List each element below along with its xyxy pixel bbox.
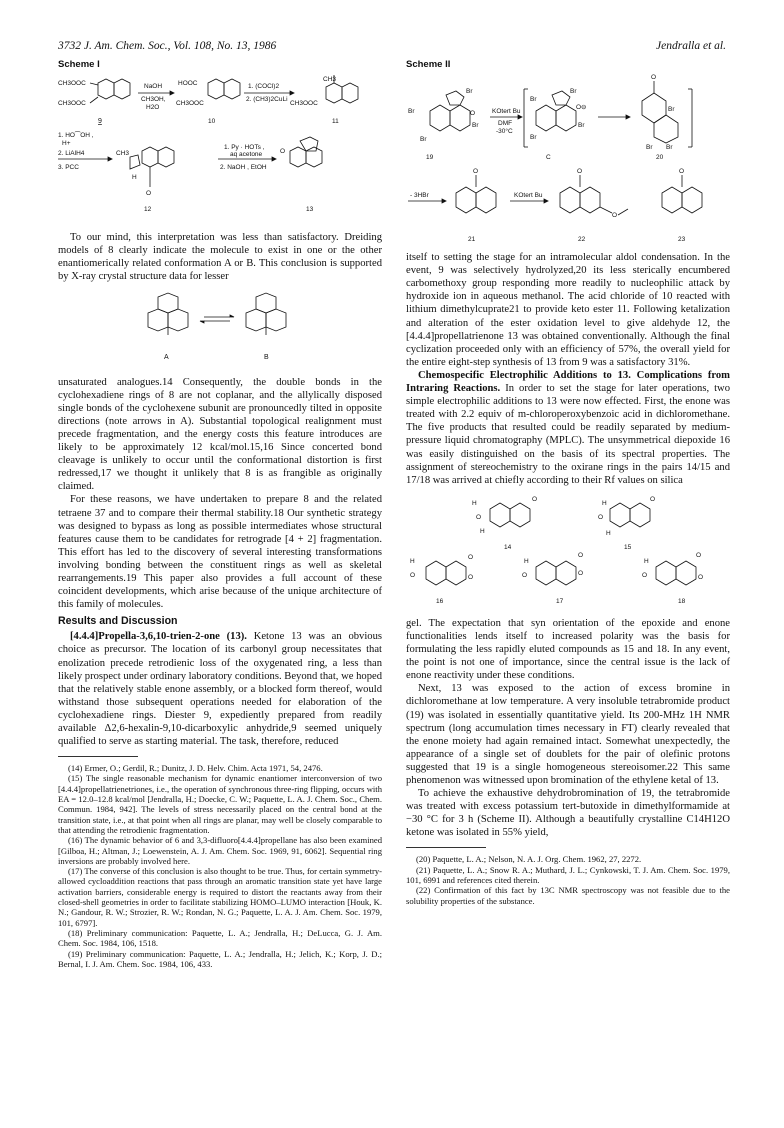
svg-text:- 3HBr: - 3HBr <box>410 192 429 200</box>
compound-13-structure <box>280 137 322 167</box>
svg-text:H2O: H2O <box>146 104 160 112</box>
paragraph: itself to setting the stage for an intramolecular aldol condensation. In the event, 9 was selectively hydrolyzed,20 its less sterically encumbered carbomethoxy group responding more readily to nucleophilic attack by hydroxide ion in aqueous methanol. The acid chloride of 10 reacted with lithium dimethylcuprate21 to provide keto ester 11. Following ketalization and alteration of the ester oxidation level to give aldehyde 12, the [4.4.4]propellatrienone 13 was obtained conventionally. Although the final cyclization proceeded only with an efficiency of 57%, the overall yield for the entire eight-step synthesis of 13 from 9 was a satisfactory 31%. <box>406 252 730 368</box>
svg-text:Br: Br <box>530 134 537 142</box>
svg-text:NaOH: NaOH <box>144 83 163 91</box>
svg-text:H: H <box>472 499 477 507</box>
svg-text:H: H <box>602 499 607 507</box>
compound-number: 19 <box>426 154 434 162</box>
svg-text:Br: Br <box>408 108 415 116</box>
svg-text:O⊖: O⊖ <box>576 104 587 112</box>
compound-number: 23 <box>678 236 686 244</box>
scheme-1-label: Scheme I <box>58 59 100 70</box>
footnote: (14) Ermer, O.; Gerdil, R.; Dunitz, J. D. Helv. Chim. Acta 1971, 54, 2476. <box>68 763 323 774</box>
compound-number: 15 <box>624 543 632 551</box>
svg-text:KOtert Bu: KOtert Bu <box>492 108 521 116</box>
svg-text:O: O <box>577 168 583 176</box>
scheme-2-label: Scheme II <box>406 59 451 70</box>
svg-text:O: O <box>679 168 685 176</box>
compound-number: 17 <box>556 597 564 605</box>
svg-text:O: O <box>470 110 476 118</box>
svg-text:2. NaOH , EtOH: 2. NaOH , EtOH <box>220 164 267 172</box>
svg-text:Br: Br <box>666 144 673 152</box>
svg-text:O: O <box>642 571 648 579</box>
footnote: (20) Paquette, L. A.; Nelson, N. A. J. Org. Chem. 1962, 27, 2272. <box>416 854 642 865</box>
scheme-2 <box>406 71 730 251</box>
compound-number: 14 <box>504 543 512 551</box>
paragraph: gel. The expectation that syn orientation of the epoxide and enone functionalities lends itself to increased polarity was the basis for formulating the less rapidly eluted compounds as 15 and 18. In any event, the point is not one of importance, since the central issue is the lack of enone reactivity under these conditions. <box>406 617 730 682</box>
paragraph: unsaturated analogues.14 Consequently, the double bonds in the cyclohexadiene rings of 8 are not coplanar, and the allylically disposed single bonds of the cyclohexene subunit are pronouncedly tilted in opposite directions (note arrows in A). Substantial topological realignment must precede fragmentation, and the energy costs this feature introduces are likely to be approximately 12 kcal/mol.15,16 Since concerted bond cleavage is unlikely to occur until the conformational distortion is first redressed,17 we thought it unlikely that 8 is as frangible as originally claimed. <box>58 376 382 493</box>
svg-text:B: B <box>264 354 269 362</box>
footnote: (21) Paquette, L. A.; Snow R. A.; Muthard, J. L.; Cynkowski, T. J. Am. Chem. Soc. 1979, 101, 6991 and references cited therein. <box>406 864 730 886</box>
compound-12-structure <box>116 147 174 197</box>
svg-text:H: H <box>524 557 529 565</box>
svg-text:HOOC: HOOC <box>178 80 198 88</box>
compound-21-structure <box>456 168 496 213</box>
compound-number: 9 <box>98 118 102 126</box>
footnote: (16) The dynamic behavior of 6 and 3,3-difluoro[4.4.4]propellane has also been examined [Gilboa, H.; Altman, J.; Loewenstein, A. J. Am. Chem. Soc. 1969, 91, 6062]. Sequential ring inversions are probably involved here. <box>58 835 382 866</box>
svg-text:H: H <box>132 174 137 182</box>
svg-text:CH3OOC: CH3OOC <box>58 80 86 88</box>
compound-15-structure <box>598 496 655 537</box>
paragraph: To our mind, this interpretation was less than satisfactory. Dreiding models of 8 clearly indicate the molecule to exist in one or the other enantiomerically related conformation A or B. This conclusion is supported by X-ray crystal structure data for lesser <box>58 232 382 283</box>
epoxide-figure <box>406 491 730 613</box>
paragraph: To achieve the exhaustive dehydrobromination of 19, the tetrabromide was treated with excess potassium tert-butoxide in dimethylformamide at −30 °C for 3 h (Scheme II). Although a beautifully crystalline C14H12O ketone was isolated in 55% yield, <box>406 788 730 839</box>
svg-text:3. PCC: 3. PCC <box>58 164 79 172</box>
svg-text:1. Py · HOTs ,: 1. Py · HOTs , <box>224 144 265 152</box>
svg-text:O: O <box>651 74 657 82</box>
svg-text:O: O <box>612 212 618 220</box>
svg-text:H: H <box>480 527 485 535</box>
svg-text:O: O <box>578 569 584 577</box>
svg-text:1. (COCl)2: 1. (COCl)2 <box>248 83 280 91</box>
paragraph: In order to set the stage for later operations, two simple electrophilic additions to 13 were now effected. First, the enone was treated with 2.2 equiv of m-chloroperoxybenzoic acid in dichloromethane. The five products that resulted could be readily separated by medium-pressure liquid chromatography (MPLC). The unsymmetrical diepoxide 16 was easily distinguished on the basis of its spectral properties. The assignment of stereochemistry to the oxirane rings in the pairs 14/15 and 17/18 was arrived at chiefly according to their Rf values on silica <box>406 383 730 486</box>
svg-text:2. LiAlH4: 2. LiAlH4 <box>58 150 85 158</box>
compound-number: 21 <box>468 236 476 244</box>
svg-text:O: O <box>468 553 474 561</box>
svg-text:Br: Br <box>668 106 675 114</box>
svg-text:Br: Br <box>646 144 653 152</box>
svg-text:O: O <box>650 495 656 503</box>
svg-text:O: O <box>476 513 482 521</box>
left-column <box>58 58 382 969</box>
svg-text:O: O <box>532 495 538 503</box>
running-header: 3732 J. Am. Chem. Soc., Vol. 108, No. 13, 1986 <box>58 40 277 52</box>
svg-text:Br: Br <box>570 88 577 96</box>
svg-text:CH3OH,: CH3OH, <box>141 96 166 104</box>
svg-text:O: O <box>522 571 528 579</box>
compound-11-structure <box>290 75 358 107</box>
conformer-a-structure <box>148 293 188 335</box>
svg-text:DMF: DMF <box>498 120 513 128</box>
footnote: (18) Preliminary communication: Paquette, L. A.; Jendralla, H.; DeLucca, G. J. Am. Chem. Soc. 1984, 106, 1518. <box>58 927 382 949</box>
svg-text:H: H <box>410 557 415 565</box>
compound-number: 11 <box>332 118 339 126</box>
footnote: (17) The converse of this conclusion is also thought to be true. Thus, for certain symmetry-allowed cycloaddition reactions that pass through an aromatic transition state yet have large activation barriers, considerable energy is required to distort the reactants away from their closed-shell geometries in order to facilitate stabilizing HOMO–LUMO interaction [Houk, K. N.; Gandour, R. W.; Strozier, R. W.; Rondan, N. G.; Paquette, L. A. J. Am. Chem. Soc. 1979, 101, 6797]. <box>58 866 382 928</box>
compound-number: 22 <box>578 236 586 244</box>
svg-text:Br: Br <box>578 122 585 130</box>
svg-text:CH3OOC: CH3OOC <box>58 100 86 108</box>
scheme-1 <box>58 71 382 231</box>
compound-19-structure <box>408 88 479 143</box>
compound-14-structure <box>472 496 537 535</box>
svg-text:O: O <box>473 168 479 176</box>
svg-text:H+: H+ <box>62 140 71 148</box>
svg-text:2. (CH3)2CuLi: 2. (CH3)2CuLi <box>246 96 288 104</box>
compound-number: 10 <box>208 118 216 126</box>
footnote: (19) Preliminary communication: Paquette, L. A.; Jendralla, H.; Jelich, K.; Korp, J. D.; Bernal, I. J. Am. Chem. Soc. 1984, 106, 433. <box>58 948 382 969</box>
compound-number: 13 <box>306 206 314 214</box>
compound-22-structure <box>560 168 628 219</box>
compound-16-structure <box>410 554 473 585</box>
svg-text:Br: Br <box>420 136 427 144</box>
compound-number: 20 <box>656 154 664 162</box>
svg-text:O: O <box>696 551 702 559</box>
svg-text:O: O <box>578 551 584 559</box>
svg-text:O: O <box>146 190 152 198</box>
footnote: (15) The single reasonable mechanism for dynamic enantiomer interconversion of two [4.4.4]propellatrienetriones, i.e., the operation of synchronous three-ring flipping, occurs with EA = 12.0–12.8 kcal/mol [Jendralla, H.; Doecke, C. W.; Paquette, L. A. J. Chem. Soc., Chem. Commun. 1984, 942]. The levels of stress necessarily placed on the central bond at the transition state, i.e., at that point when all rings are planar, may well be closely comparable to that attending the retrodienic fragmentation. <box>58 773 382 835</box>
svg-text:CH3: CH3 <box>116 150 130 158</box>
svg-text:H: H <box>606 529 611 537</box>
footnote: (22) Confirmation of this fact by 13C NMR spectroscopy was not feasible due to the solubility properties of the substance. <box>406 885 730 906</box>
paragraph: Ketone 13 was an obvious choice as precursor. The location of its carbonyl group necessitates that enolization precede retrodienic loss of the oxygenated ring, a less than likely prospect under ordinary laboratory conditions. Beyond that, we hoped that the relatively stable enone assembly, or a blocked form thereof, would withstand those subsequent operations needed for elaboration of the cyclohexadiene rings. Diester 9, expediently prepared from readily available Δ2,6-hexalin-9,10-dicarboxylic anhydride,9 seemed uniquely qualified to serve as starting material. The task, therefore, reduced <box>58 631 382 748</box>
compound-23-structure <box>662 168 702 213</box>
svg-text:H: H <box>644 557 649 565</box>
paragraph: For these reasons, we have undertaken to prepare 8 and the related tetraene 37 and to compare their thermal stability.18 Our synthetic strategy was designed to bypass as long as possible intermediates whose structural features cause them to be candidates for retrograde [4 + 2] fragmentation. This effort has led to the discovery of several interesting transformations involving bonding between the constituent rings as well as skeletal rearrangements.19 This paper also provides a full account of these coincident developments, which arise because of the unique architecture of this family of molecules. <box>58 494 382 611</box>
running-header-authors: Jendralla et al. <box>656 40 726 52</box>
compound-9-structure <box>58 79 130 107</box>
intermediate-c-structure <box>524 88 587 147</box>
svg-text:-30°C: -30°C <box>496 128 513 136</box>
compound-20-structure <box>642 74 692 151</box>
section-heading: Results and Discussion <box>58 615 178 628</box>
svg-text:O: O <box>598 513 604 521</box>
compound-number: 16 <box>436 597 444 605</box>
right-column <box>406 58 730 906</box>
svg-text:KOtert Bu: KOtert Bu <box>514 192 543 200</box>
svg-text:CH3: CH3 <box>323 76 337 84</box>
conformer-b-structure <box>246 293 286 335</box>
svg-text:O: O <box>468 573 474 581</box>
conformer-figure <box>58 287 382 371</box>
footnote-rule <box>406 847 486 848</box>
compound-number: 18 <box>678 597 686 605</box>
svg-text:CH3OOC: CH3OOC <box>290 100 318 108</box>
svg-text:1. HO⁀OH ,: 1. HO⁀OH , <box>58 132 94 140</box>
compound-10-structure <box>176 79 240 107</box>
compound-number: 12 <box>144 206 152 214</box>
compound-17-structure <box>522 552 583 585</box>
svg-text:A: A <box>164 354 169 362</box>
svg-text:O: O <box>410 571 416 579</box>
svg-text:O: O <box>698 573 704 581</box>
svg-text:aq acetone: aq acetone <box>230 151 263 159</box>
subsection-heading: [4.4.4]Propella-3,6,10-trien-2-one (13). <box>70 631 247 643</box>
svg-text:CH3OOC: CH3OOC <box>176 100 204 108</box>
svg-text:Br: Br <box>472 122 479 130</box>
compound-number: C <box>546 154 551 162</box>
svg-text:Br: Br <box>530 96 537 104</box>
svg-text:Br: Br <box>466 88 473 96</box>
subsection-heading: Chemospecific Electrophilic Additions to 13. Complications from Intraring Reactions. <box>406 369 730 395</box>
footnote-rule <box>58 756 138 757</box>
svg-text:O: O <box>280 148 286 156</box>
paragraph: Next, 13 was exposed to the action of excess bromine in dichloromethane at low temperature. A very insoluble tetrabromide product (19) was isolated in essentially quantitative yield. Its 200-MHz 1H NMR spectrum (long accumulation times necessary in FT) clearly revealed that the enone moiety had again remained intact. Somewhat unexpectedly, the appearance of a single set of doublets for the pair of olefinic protons suggested that 19 is a single homogeneous stereoisomer.22 This same phenomenon was witnessed upon bromination of the ethylene ketal of 13. <box>406 683 730 786</box>
compound-18-structure <box>642 552 703 585</box>
